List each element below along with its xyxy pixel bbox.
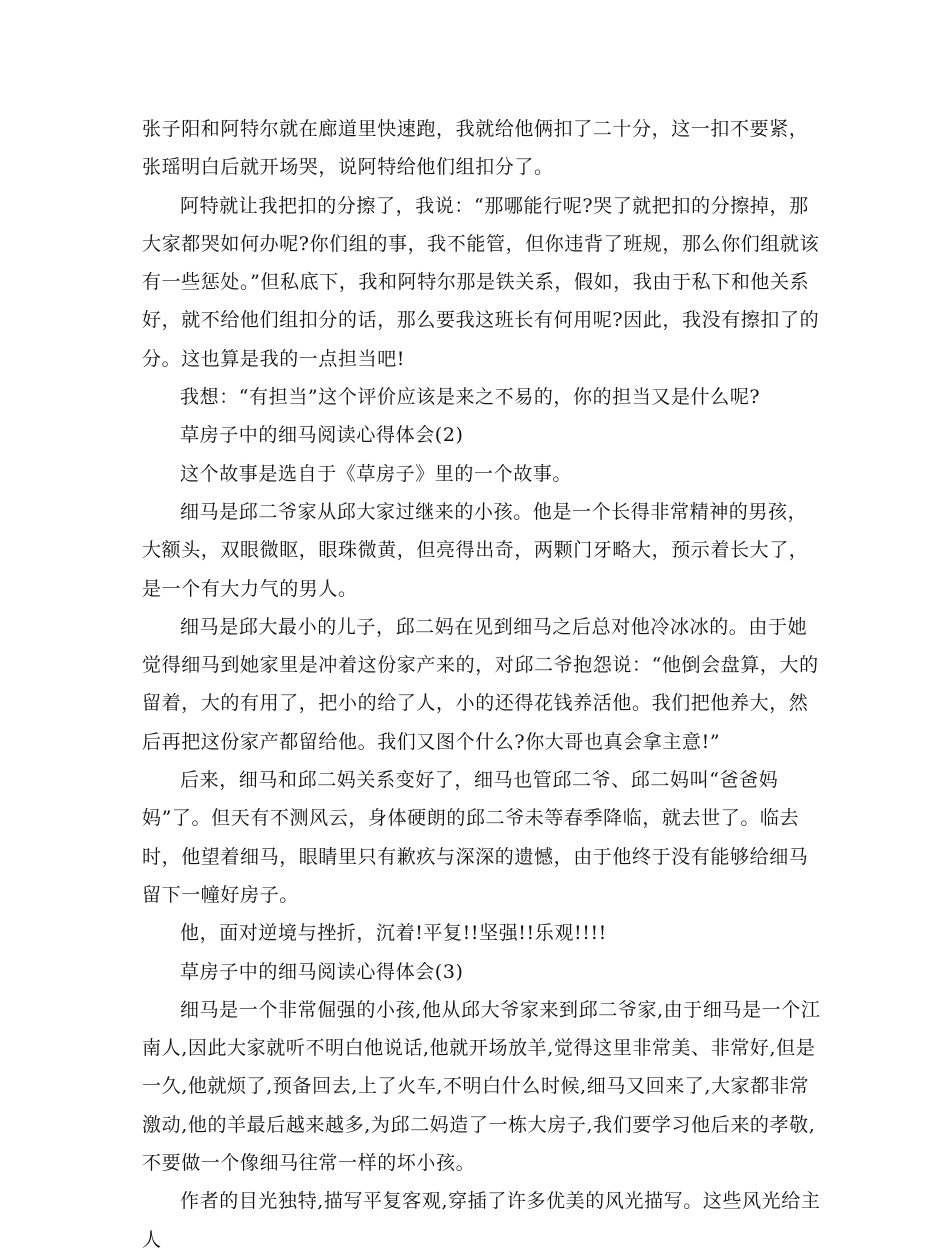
paragraph-5: 细马是邱二爷家从邱大家过继来的小孩。他是一个长得非常精神的男孩，大额头，双眼微眍，眼珠微黄，但亮得出奇，两颗门牙略大，预示着长大了，是一个有大力气的男人。 bbox=[142, 500, 809, 600]
paragraph-1: 张子阳和阿特尔就在廊道里快速跑，我就给他俩扣了二十分，这一扣不要紧，张瑶明白后就开场哭，说阿特给他们组扣分了。 bbox=[142, 118, 809, 179]
paragraph-6: 细马是邱大最小的儿子，邱二妈在见到细马之后总对他冷冰冰的。由于她觉得细马到她家里是冲着这份家产来的，对邱二爷抱怨说：“他倒会盘算，大的留着，大的有用了，把小的给了人，小的还得花钱养活他。我们把他养大，然后再把这份家产都留给他。我们又图个什么?你大哥也真会拿主意!” bbox=[142, 615, 819, 753]
section-heading-3: 草房子中的细马阅读心得体会(3) bbox=[180, 960, 464, 983]
paragraph-9: 细马是一个非常倔强的小孩,他从邱大爷家来到邱二爷家,由于细马是一个江南人,因此大家就听不明白他说话,他就开场放羊,觉得这里非常美、非常好,但是一久,他就烦了,预备回去,上了火车,不明白什么时候,细马又回来了,大家都非常激动,他的羊最后越来越多,为邱二妈造了一栋大房子,我们要学习他后来的孝敬,不要做一个像细马往常一样的坏小孩。 bbox=[142, 998, 821, 1175]
paragraph-2: 阿特就让我把扣的分擦了，我说：“那哪能行呢?哭了就把扣的分擦掉，那大家都哭如何办呢?你们组的事，我不能管，但你违背了班规，那么你们组就该有一些惩处。”但私底下，我和阿特尔那是铁关系，假如，我由于私下和他关系好，就不给他们组扣分的话，那么要我这班长有何用呢?因此，我没有擦扣了的分。这也算是我的一点担当吧! bbox=[142, 194, 820, 370]
paragraph-10: 作者的目光独特,描写平复客观,穿插了许多优美的风光描写。这些风光给主人 bbox=[142, 1190, 821, 1251]
document-page bbox=[142, 110, 822, 1259]
paragraph-7: 后来，细马和邱二妈关系变好了，细马也管邱二爷、邱二妈叫“爸爸妈妈”了。但天有不测风云，身体硬朗的邱二爷未等春季降临，就去世了。临去时，他望着细马，眼睛里只有歉疚与深深的遗憾，由于他终于没有能够给细马留下一幢好房子。 bbox=[142, 769, 809, 906]
paragraph-8: 他，面对逆境与挫折，沉着!平复!!坚强!!乐观!!!! bbox=[180, 922, 607, 945]
section-heading-2: 草房子中的细马阅读心得体会(2) bbox=[180, 424, 464, 447]
paragraph-3: 我想：“有担当”这个评价应该是来之不易的，你的担当又是什么呢? bbox=[180, 386, 761, 409]
paragraph-4: 这个故事是选自于《草房子》里的一个故事。 bbox=[180, 462, 573, 485]
